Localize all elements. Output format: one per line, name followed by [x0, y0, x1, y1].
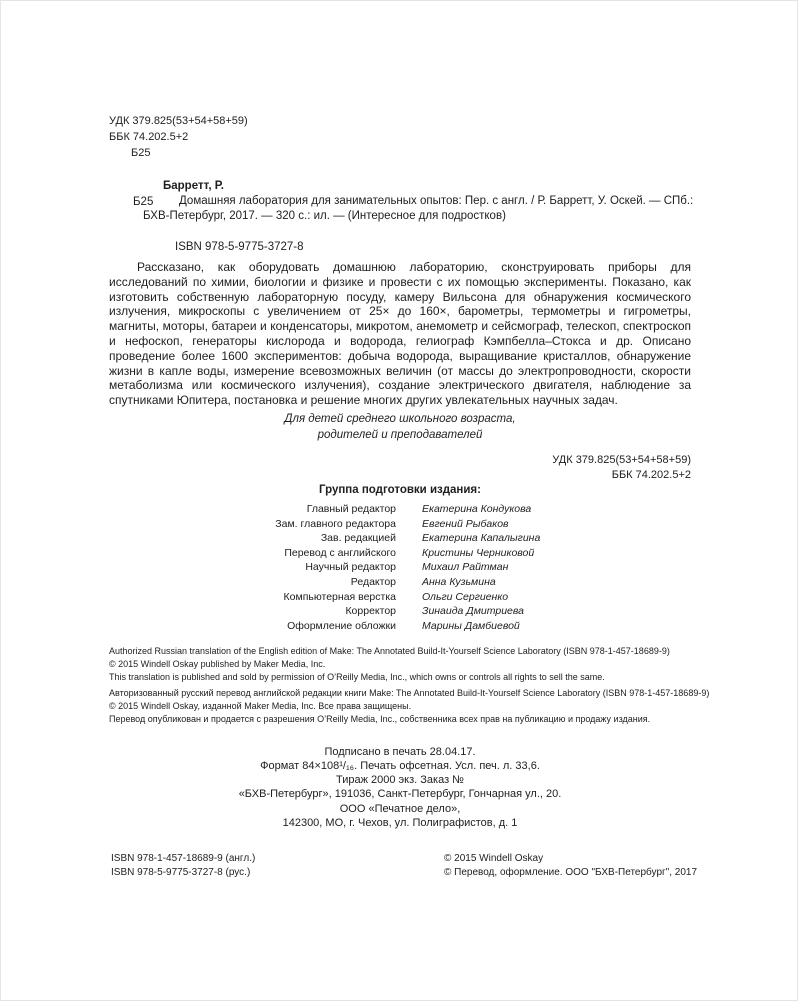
- credit-name: Марины Дамбиевой: [422, 619, 520, 632]
- imprint-date: Подписано в печать 28.04.17.: [324, 746, 476, 758]
- isbn-russian: ISBN 978-5-9775-3727-8 (рус.): [111, 866, 251, 878]
- credit-name: Екатерина Кондукова: [422, 503, 532, 515]
- print-imprint: [109, 745, 691, 801]
- copyright-en-line-2: © 2015 Windell Oskay published by Maker Media, Inc.: [109, 659, 326, 669]
- catalog-codes-right: [109, 453, 691, 483]
- imprint-publisher-address: «БХВ-Петербург», 191036, Санкт-Петербург, Гончарная ул., 20.: [238, 788, 562, 800]
- credit-name: Ольги Сергиенко: [422, 590, 509, 603]
- audience-line-2: родителей и преподавателей: [317, 429, 483, 441]
- copyright-russian: [109, 687, 715, 726]
- bbk-code: ББК 74.202.5+2: [109, 131, 189, 143]
- copyright-translation: © Перевод, оформление. ООО "БХВ-Петербург", 2017: [444, 866, 698, 878]
- credit-role: Перевод с английского: [284, 546, 396, 559]
- copyright-ru-line-3: Перевод опубликован и продается с разрешения O’Reilly Media, Inc., собственника всех прав на публикацию и продажу издания.: [109, 714, 651, 724]
- copyright-ru-line-1: Авторизованный русский перевод английской редакции книги Make: The Annotated Build-It-Yourself Science Laboratory (ISBN 978-1-457-18689-9): [109, 688, 710, 698]
- entry-code: Б25: [133, 196, 154, 208]
- credit-role: Корректор: [345, 605, 396, 618]
- credit-role: Зам. главного редактора: [275, 517, 396, 530]
- footer-copyright-block: [444, 852, 697, 879]
- copyright-en-line-1: Authorized Russian translation of the English edition of Make: The Annotated Build-It-Yourself Science Laboratory (ISBN 978-1-457-18689-9): [109, 646, 670, 656]
- bibliographic-entry: [109, 179, 694, 224]
- credit-name: Анна Кузьмина: [422, 575, 496, 588]
- credits-table: [109, 502, 691, 633]
- credit-name: Зинаида Дмитриева: [422, 605, 524, 618]
- credit-role: Редактор: [350, 575, 396, 588]
- bbk-code-right: ББК 74.202.5+2: [611, 469, 691, 481]
- credit-role: Научный редактор: [305, 561, 396, 574]
- catalog-codes-top: [109, 113, 691, 161]
- credit-role: Компьютерная верстка: [283, 590, 396, 603]
- isbn-english: ISBN 978-1-457-18689-9 (англ.): [111, 853, 256, 864]
- author-sign-code: Б25: [131, 147, 151, 159]
- imprint-print-run: Тираж 2000 экз. Заказ №: [336, 774, 464, 786]
- footer-isbn-block: [111, 852, 255, 879]
- copyright-original: © 2015 Windell Oskay: [444, 853, 544, 864]
- imprint-format: Формат 84×108¹/₁₆. Печать офсетная. Усл. печ. л. 33,6.: [260, 760, 540, 772]
- credit-name: Михаил Райтман: [422, 561, 509, 574]
- udk-code-right: УДК 379.825(53+54+58+59): [552, 454, 691, 466]
- isbn-russian-edition: ISBN 978-5-9775-3727-8: [175, 241, 304, 253]
- printer-name: ООО «Печатное дело»,: [339, 803, 461, 815]
- credit-role: Оформление обложки: [287, 619, 396, 632]
- copyright-en-line-3: This translation is published and sold by permission of O’Reilly Media, Inc., which owns or controls all rights to sell the same.: [109, 672, 605, 682]
- credit-name: Кристины Черниковой: [422, 546, 535, 559]
- udk-code: УДК 379.825(53+54+58+59): [109, 115, 248, 127]
- annotation-paragraph: Рассказано, как оборудовать домашнюю лабораторию, сконструировать приборы для исследований по химии, биологии и физике и провести с их помощью эксперименты. Показано, как изготовить собственную лабораторную посуду, камеру Вильсона для обнаружения космического излучения, микроскопы с увеличением от 25× до 160×, барометры, термометры и гигрометры, магниты, моторы, батареи и конденсаторы, микротом, анемометр и сейсмограф, телескоп, спектроскоп и нефоскоп, генераторы кислорода и водорода, гелиограф Кэмпбелла–Стокса и др. Описано проведение более 1600 экспериментов: добыча водорода, выращивание кристаллов, обнаружение жизни в капле воды, измерение всевозможных величин (от массы до электропроводности, скорости метаболизма или космического излучения), создание электрического двигателя, наблюдение за спутниками Юпитера, постановка и решение многих других увлекательных научных задач.: [109, 260, 691, 408]
- title-line-2: БХВ-Петербург, 2017. — 320 с.: ил. — (Интересное для подростков): [143, 210, 506, 222]
- credits-heading: Группа подготовки издания:: [319, 484, 481, 496]
- credit-name: Евгений Рыбаков: [422, 517, 509, 530]
- printing-house: [109, 802, 691, 830]
- credit-name: Екатерина Капалыгина: [422, 532, 541, 545]
- credit-role: Главный редактор: [306, 503, 396, 515]
- copyright-ru-line-2: © 2015 Windell Oskay, изданной Maker Media, Inc. Все права защищены.: [109, 701, 412, 711]
- target-audience: [109, 411, 691, 443]
- author-name: Барретт, Р.: [163, 180, 224, 192]
- copyright-english: [109, 645, 715, 684]
- credit-role: Зав. редакцией: [320, 532, 396, 545]
- title-line-1: Домашняя лаборатория для занимательных опытов: Пер. с англ. / Р. Барретт, У. Оскей. — СПб.:: [179, 195, 694, 207]
- printer-address: 142300, МО, г. Чехов, ул. Полиграфистов, д. 1: [282, 817, 518, 829]
- audience-line-1: Для детей среднего школьного возраста,: [284, 413, 516, 425]
